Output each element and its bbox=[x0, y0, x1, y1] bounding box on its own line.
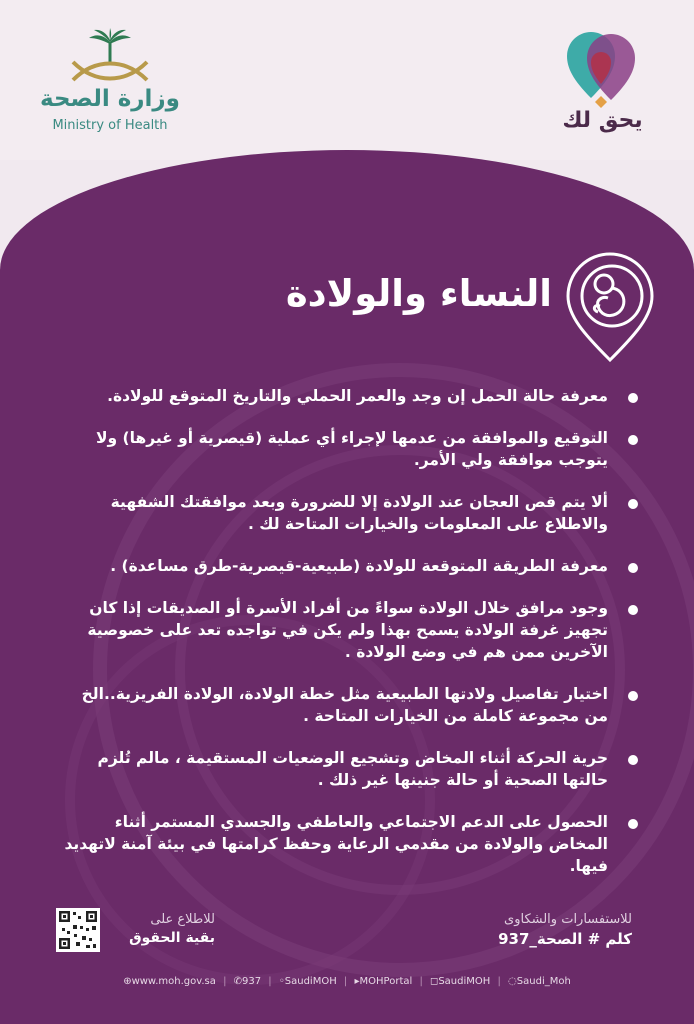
list-item bbox=[60, 747, 640, 791]
list-item bbox=[60, 491, 640, 535]
phone-number[interactable]: 937 bbox=[242, 976, 262, 987]
right-text: وجود مرافق خلال الولادة سواءً من أفراد الأسرة أو الصديقات إذا كان تجهيز غرفة الولادة يسمح بهذا ولم يكن في تواجده تعد على خصوصية الآخرين ممن هم في وضع الولادة . bbox=[87, 599, 608, 661]
bullet-icon bbox=[628, 393, 638, 403]
inquiry-label: للاستفسارات والشكاوى bbox=[504, 912, 632, 927]
campaign-logo-text: يحق لك bbox=[562, 108, 643, 133]
right-text: معرفة حالة الحمل إن وجد والعمر الحملي والتاريخ المتوقع للولادة. bbox=[107, 387, 608, 405]
divider: | bbox=[268, 976, 272, 987]
instagram-link[interactable]: SaudiMOH bbox=[438, 976, 491, 987]
palm-swords-emblem-icon bbox=[65, 28, 155, 86]
twitter-link[interactable]: SaudiMOH bbox=[284, 976, 337, 987]
bullet-icon bbox=[628, 605, 638, 615]
inquiry-hotline: كلم # الصحة_937 bbox=[498, 930, 632, 948]
divider: | bbox=[343, 976, 348, 987]
moh-english-name: Ministry of Health bbox=[52, 118, 168, 133]
more-rights-label: للاطلاع على bbox=[150, 912, 215, 927]
youtube-icon: ▸ bbox=[354, 976, 360, 987]
list-item bbox=[60, 555, 640, 577]
bullet-icon bbox=[628, 819, 638, 829]
bullet-icon bbox=[628, 691, 638, 701]
overlapping-drops-icon bbox=[563, 28, 641, 108]
bullet-icon bbox=[628, 755, 638, 765]
phone-icon: ✆ bbox=[233, 976, 243, 987]
right-text: معرفة الطريقة المتوقعة للولادة (طبيعية-قيصرية-طرق مساعدة) . bbox=[110, 557, 608, 575]
campaign-logo bbox=[555, 28, 650, 138]
bullet-icon bbox=[628, 499, 638, 509]
fetus-pin-icon bbox=[560, 248, 660, 368]
list-item bbox=[60, 385, 640, 407]
divider: | bbox=[223, 976, 227, 987]
right-text: التوقيع والموافقة من عدمها لإجراء أي عملية (قيصرية أو غيرها) ولا يتوجب موافقة ولي الأمر. bbox=[95, 429, 608, 469]
more-rights-value: بقية الحقوق bbox=[129, 930, 215, 946]
twitter-icon: ◦ bbox=[278, 976, 285, 987]
social-links-bar bbox=[100, 976, 594, 987]
list-item bbox=[60, 811, 640, 877]
instagram-icon: ◻ bbox=[430, 976, 439, 987]
moh-logo bbox=[40, 28, 180, 138]
right-text: الحصول على الدعم الاجتماعي والعاطفي والجسدي المستمر أثناء المخاض والولادة من مقدمي الرعاية وحفظ كرامتها في بيئة آمنة لاتهديد فيها. bbox=[64, 813, 608, 875]
right-text: اختيار تفاصيل ولادتها الطبيعية مثل خطة الولادة، الولادة الفريزية..الخ من مجموعة كاملة من الخيارات المتاحة . bbox=[81, 685, 608, 725]
right-text: ألا يتم قص العجان عند الولادة إلا للضرورة وبعد موافقتك الشفهية والاطلاع على المعلومات والخيارات المتاحة لك . bbox=[110, 493, 608, 533]
qr-code-icon[interactable] bbox=[56, 908, 100, 952]
rights-list bbox=[60, 385, 640, 897]
globe-icon: ⊕ bbox=[123, 976, 132, 987]
right-text: حرية الحركة أثناء المخاض وتشجيع الوضعيات المستقيمة ، مالم تُلزم حالتها الصحية أو حالة جنينها غير ذلك . bbox=[97, 749, 608, 789]
divider: | bbox=[419, 976, 423, 987]
moh-arabic-name: وزارة الصحة bbox=[40, 86, 180, 112]
youtube-link[interactable]: MOHPortal bbox=[359, 976, 413, 987]
list-item bbox=[60, 427, 640, 471]
website-link[interactable]: www.moh.gov.sa bbox=[131, 976, 216, 987]
bullet-icon bbox=[628, 563, 638, 573]
list-item bbox=[60, 683, 640, 727]
page-title: النساء والولادة bbox=[285, 272, 552, 315]
snapchat-icon: ◌ bbox=[508, 976, 517, 987]
divider: | bbox=[497, 976, 501, 987]
snapchat-link[interactable]: Saudi_Moh bbox=[516, 976, 571, 987]
bullet-icon bbox=[628, 435, 638, 445]
list-item bbox=[60, 597, 640, 663]
